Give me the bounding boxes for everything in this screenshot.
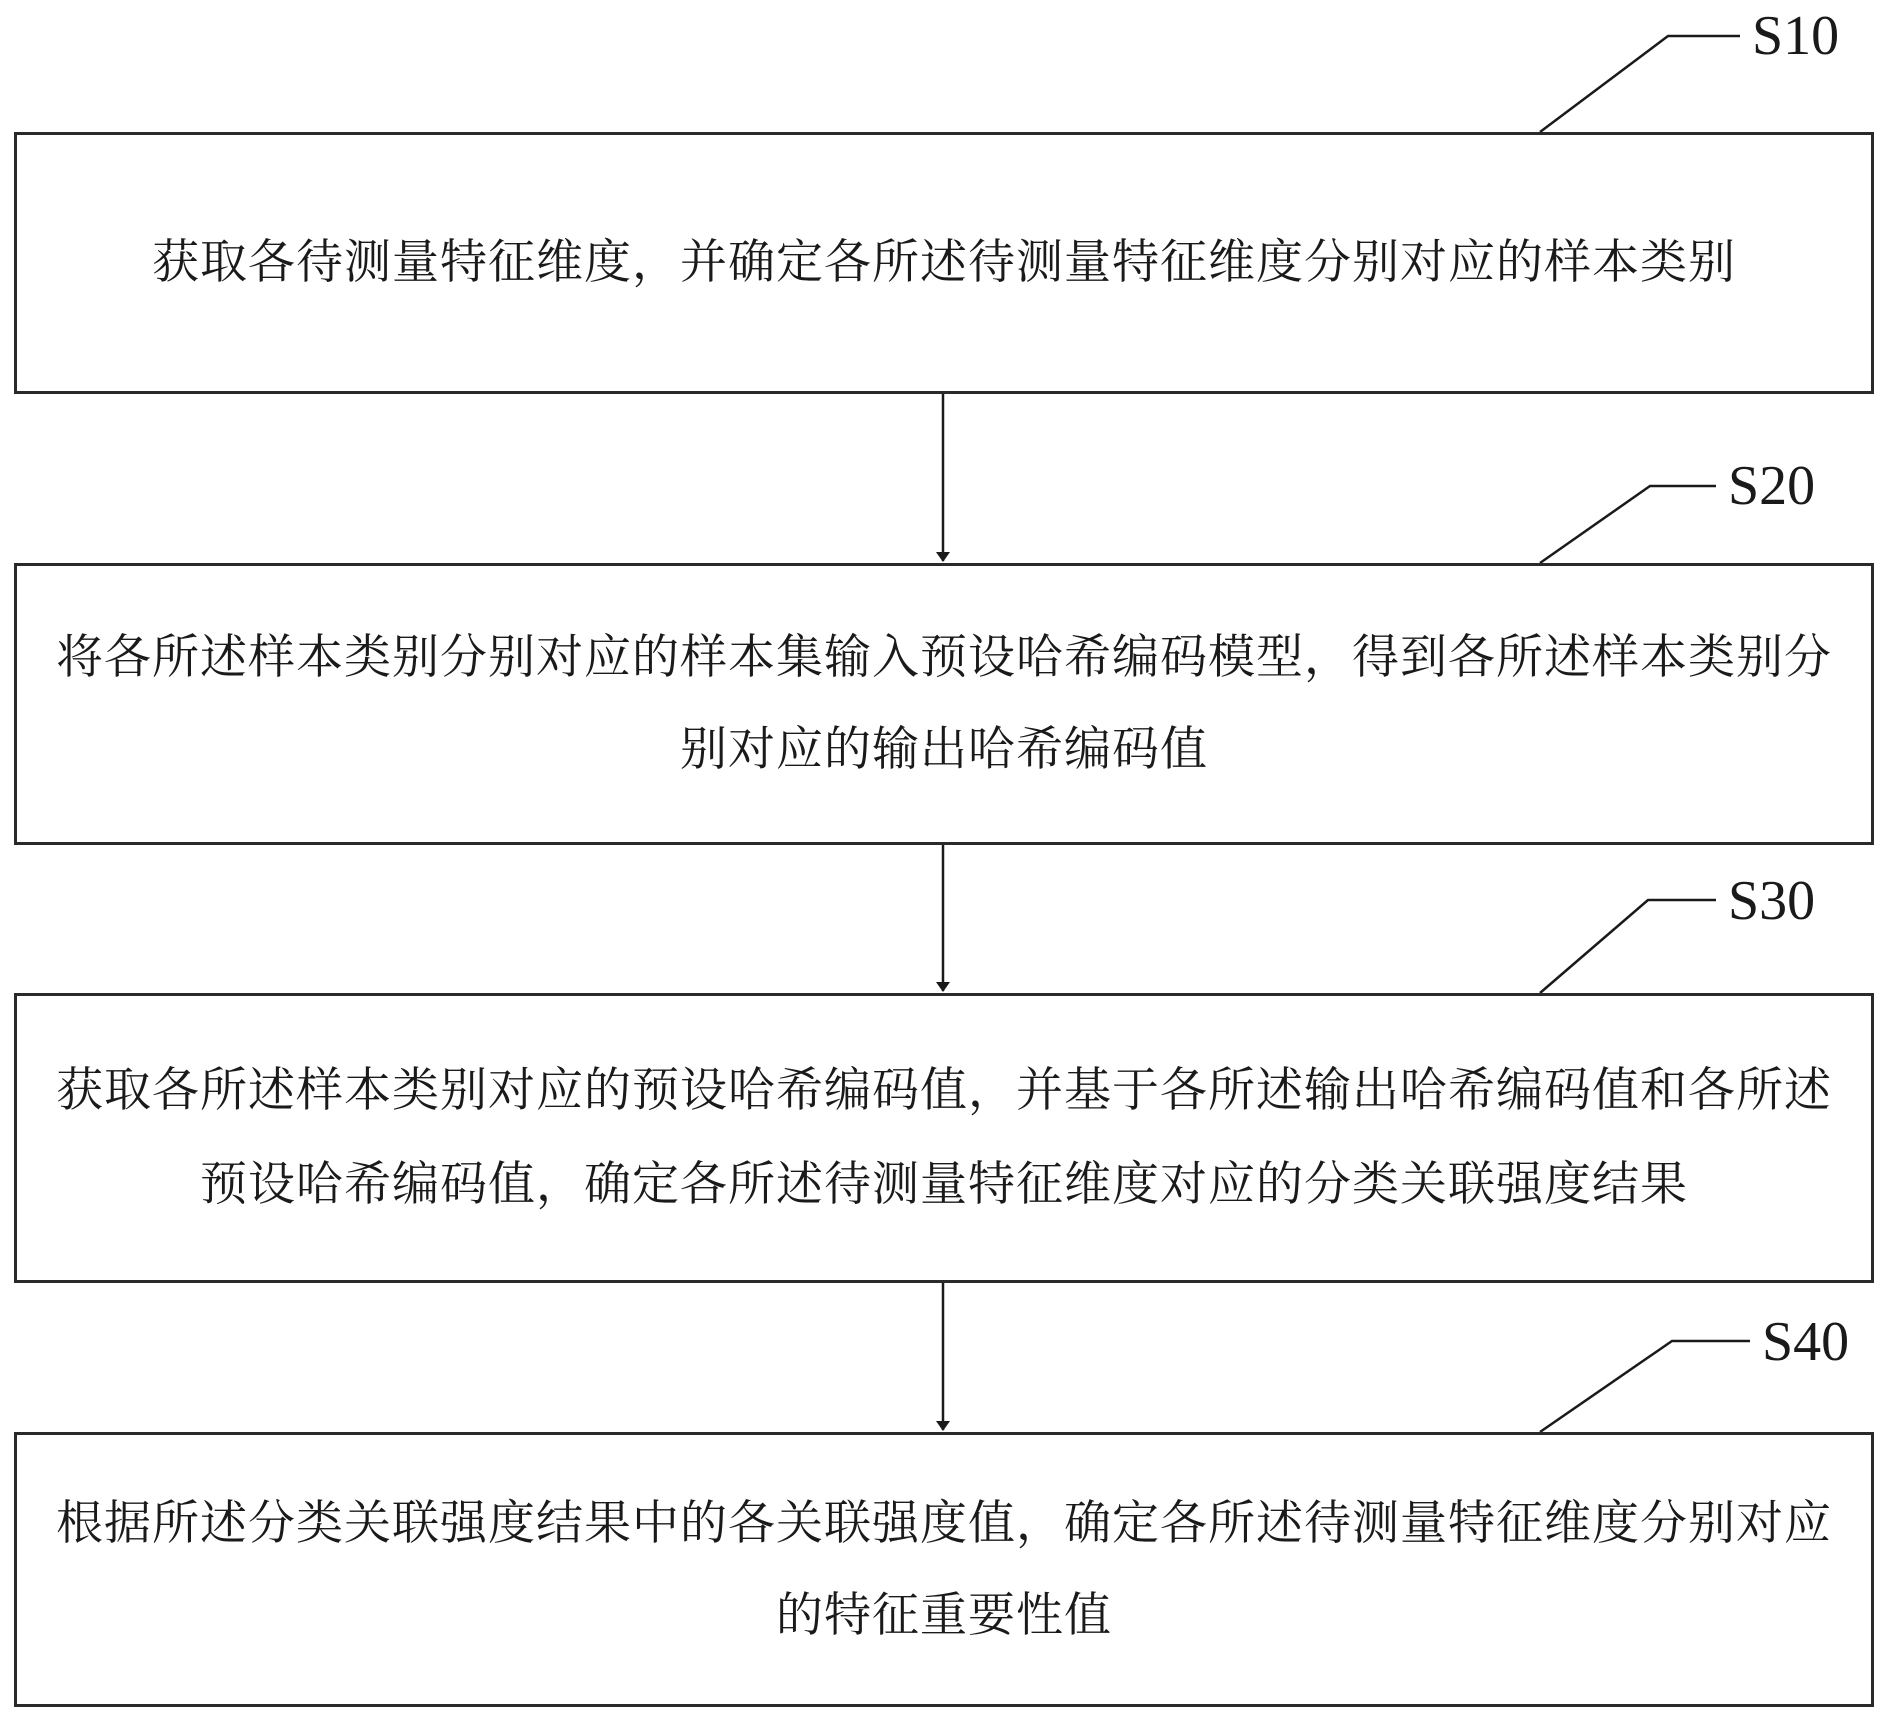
step-box-s10 (14, 132, 1874, 394)
step-label-s30: S30 (1728, 870, 1816, 932)
leader-line-s10 (1540, 36, 1740, 132)
step-label-s10: S10 (1752, 5, 1840, 67)
step-label-s20: S20 (1728, 455, 1816, 517)
step-text-s10: 获取各待测量特征维度，并确定各所述待测量特征维度分别对应的样本类别 (152, 235, 1736, 290)
step-text-s30: 获取各所述样本类别对应的预设哈希编码值，并基于各所述输出哈希编码值和各所述预设哈希编码值，确定各所述待测量特征维度对应的分类关联强度结果 (56, 1063, 1832, 1212)
step-box-s30 (14, 993, 1874, 1283)
leader-line-s20 (1540, 486, 1716, 563)
step-text-s20: 将各所述样本类别分别对应的样本集输入预设哈希编码模型，得到各所述样本类别分别对应的输出哈希编码值 (56, 630, 1832, 777)
step-box-s20 (14, 563, 1874, 845)
leader-line-s30 (1540, 900, 1716, 993)
leader-line-s40 (1540, 1341, 1750, 1432)
step-label-s40: S40 (1762, 1311, 1850, 1373)
step-box-s40 (14, 1432, 1874, 1707)
step-text-s40: 根据所述分类关联强度结果中的各关联强度值，确定各所述待测量特征维度分别对应的特征重要性值 (56, 1495, 1832, 1643)
